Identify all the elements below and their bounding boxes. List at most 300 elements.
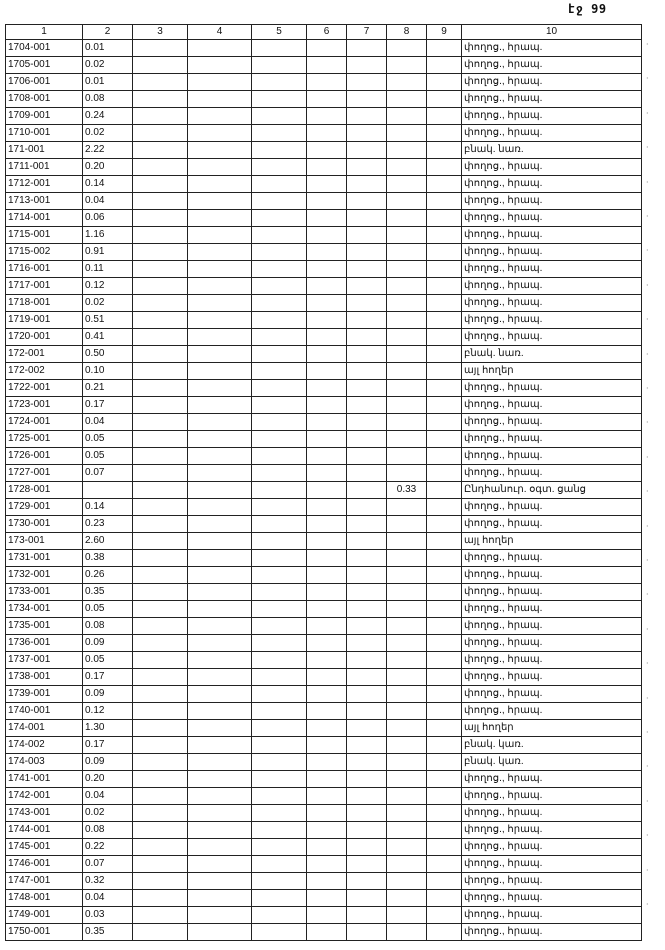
cell-empty bbox=[188, 465, 252, 482]
cell-empty bbox=[347, 108, 387, 125]
cell-col8 bbox=[387, 108, 427, 125]
scan-mark: · bbox=[646, 556, 649, 565]
cell-empty bbox=[133, 40, 188, 57]
cell-col8 bbox=[387, 363, 427, 380]
cell-empty bbox=[427, 720, 462, 737]
cell-col8 bbox=[387, 635, 427, 652]
cell-empty bbox=[307, 363, 347, 380]
cell-note: փողոց., հրապ. bbox=[462, 907, 642, 924]
cell-empty bbox=[427, 193, 462, 210]
cell-empty bbox=[188, 57, 252, 74]
cell-empty bbox=[307, 516, 347, 533]
cell-empty bbox=[188, 635, 252, 652]
cell-empty bbox=[427, 890, 462, 907]
cell-empty bbox=[427, 278, 462, 295]
cell-code: 171-001 bbox=[6, 142, 83, 159]
cell-area: 0.02 bbox=[83, 57, 133, 74]
cell-empty bbox=[252, 108, 307, 125]
table-row bbox=[6, 261, 642, 278]
cell-code: 1720-001 bbox=[6, 329, 83, 346]
cell-empty bbox=[188, 346, 252, 363]
cell-empty bbox=[252, 601, 307, 618]
cell-note: փողոց., հրապ. bbox=[462, 465, 642, 482]
scan-mark: · bbox=[646, 487, 649, 497]
column-header: 5 bbox=[252, 25, 307, 40]
cell-col8 bbox=[387, 210, 427, 227]
cell-empty bbox=[133, 193, 188, 210]
scan-mark: · bbox=[646, 74, 649, 84]
table-row bbox=[6, 448, 642, 465]
cell-area: 0.24 bbox=[83, 108, 133, 125]
cell-empty bbox=[252, 142, 307, 159]
table-row bbox=[6, 686, 642, 703]
table-row bbox=[6, 601, 642, 618]
cell-empty bbox=[133, 618, 188, 635]
cell-empty bbox=[188, 210, 252, 227]
cell-empty bbox=[133, 754, 188, 771]
cell-empty bbox=[133, 431, 188, 448]
cell-col8 bbox=[387, 720, 427, 737]
cell-empty bbox=[427, 329, 462, 346]
cell-col8 bbox=[387, 40, 427, 57]
cell-note: փողոց., հրապ. bbox=[462, 686, 642, 703]
cell-col8 bbox=[387, 57, 427, 74]
table-row bbox=[6, 584, 642, 601]
cell-col8 bbox=[387, 822, 427, 839]
cell-empty bbox=[252, 448, 307, 465]
cell-empty bbox=[188, 295, 252, 312]
cell-code: 1715-001 bbox=[6, 227, 83, 244]
table-row bbox=[6, 550, 642, 567]
cell-code: 1709-001 bbox=[6, 108, 83, 125]
cell-empty bbox=[252, 686, 307, 703]
cell-empty bbox=[252, 618, 307, 635]
cell-area: 0.35 bbox=[83, 584, 133, 601]
table-row bbox=[6, 57, 642, 74]
cell-note: փողոց., հրապ. bbox=[462, 601, 642, 618]
cell-empty bbox=[307, 635, 347, 652]
cell-empty bbox=[347, 652, 387, 669]
cell-col8 bbox=[387, 397, 427, 414]
cell-empty bbox=[133, 771, 188, 788]
cell-empty bbox=[252, 788, 307, 805]
cell-empty bbox=[307, 176, 347, 193]
cell-empty bbox=[427, 431, 462, 448]
cell-empty bbox=[307, 380, 347, 397]
cell-empty bbox=[347, 227, 387, 244]
table-row bbox=[6, 125, 642, 142]
cell-empty bbox=[133, 465, 188, 482]
cell-note: փողոց., հրապ. bbox=[462, 40, 642, 57]
cell-col8 bbox=[387, 703, 427, 720]
cell-empty bbox=[133, 703, 188, 720]
cell-note: փողոց., հրապ. bbox=[462, 839, 642, 856]
cell-empty bbox=[427, 516, 462, 533]
cell-empty bbox=[188, 91, 252, 108]
cell-area: 0.32 bbox=[83, 873, 133, 890]
cell-note: փողոց., հրապ. bbox=[462, 380, 642, 397]
cell-area: 0.11 bbox=[83, 261, 133, 278]
column-header: 2 bbox=[83, 25, 133, 40]
cell-empty bbox=[133, 329, 188, 346]
cell-empty bbox=[347, 278, 387, 295]
scan-mark: · bbox=[646, 900, 649, 909]
cell-empty bbox=[307, 839, 347, 856]
cell-empty bbox=[347, 635, 387, 652]
table-row bbox=[6, 822, 642, 839]
cell-area: 1.30 bbox=[83, 720, 133, 737]
cell-note: այլ հողեր bbox=[462, 363, 642, 380]
cell-empty bbox=[427, 210, 462, 227]
scan-mark: · bbox=[646, 762, 649, 772]
cell-empty bbox=[307, 346, 347, 363]
scan-mark: · bbox=[646, 349, 649, 359]
cell-empty bbox=[347, 261, 387, 278]
cell-empty bbox=[252, 465, 307, 482]
cell-empty bbox=[307, 737, 347, 754]
cell-empty bbox=[188, 414, 252, 431]
cell-area: 0.03 bbox=[83, 907, 133, 924]
cell-col8 bbox=[387, 278, 427, 295]
cell-empty bbox=[307, 618, 347, 635]
cell-note: փողոց., հրապ. bbox=[462, 312, 642, 329]
cell-note: փողոց., հրապ. bbox=[462, 805, 642, 822]
cell-note: փողոց., հրապ. bbox=[462, 108, 642, 125]
cell-area: 0.09 bbox=[83, 635, 133, 652]
cell-code: 1712-001 bbox=[6, 176, 83, 193]
table-row bbox=[6, 788, 642, 805]
cell-empty bbox=[307, 312, 347, 329]
table-row bbox=[6, 176, 642, 193]
cell-empty bbox=[252, 499, 307, 516]
cell-empty bbox=[133, 397, 188, 414]
cell-empty bbox=[307, 924, 347, 941]
cell-empty bbox=[347, 686, 387, 703]
cell-code: 1717-001 bbox=[6, 278, 83, 295]
cell-empty bbox=[188, 873, 252, 890]
cell-code: 1735-001 bbox=[6, 618, 83, 635]
cell-empty bbox=[427, 550, 462, 567]
cell-empty bbox=[188, 448, 252, 465]
cell-area: 0.01 bbox=[83, 40, 133, 57]
cell-empty bbox=[347, 754, 387, 771]
cell-note: փողոց., հրապ. bbox=[462, 618, 642, 635]
cell-empty bbox=[307, 295, 347, 312]
cell-empty bbox=[307, 686, 347, 703]
cell-empty bbox=[427, 907, 462, 924]
cell-area: 0.12 bbox=[83, 278, 133, 295]
table-row bbox=[6, 91, 642, 108]
cell-empty bbox=[307, 873, 347, 890]
cell-empty bbox=[188, 312, 252, 329]
cell-col8 bbox=[387, 788, 427, 805]
column-header: 4 bbox=[188, 25, 252, 40]
cell-empty bbox=[252, 720, 307, 737]
cell-note: փողոց., հրապ. bbox=[462, 856, 642, 873]
cell-empty bbox=[252, 431, 307, 448]
cell-empty bbox=[427, 601, 462, 618]
cell-area: 0.06 bbox=[83, 210, 133, 227]
cell-empty bbox=[188, 159, 252, 176]
column-header: 8 bbox=[387, 25, 427, 40]
cell-empty bbox=[252, 380, 307, 397]
scan-mark: · bbox=[646, 40, 649, 49]
cell-empty bbox=[188, 788, 252, 805]
cell-empty bbox=[133, 159, 188, 176]
cell-empty bbox=[133, 720, 188, 737]
cell-empty bbox=[252, 40, 307, 57]
table-body bbox=[6, 40, 642, 941]
cell-empty bbox=[307, 754, 347, 771]
table-row bbox=[6, 312, 642, 329]
column-header: 3 bbox=[133, 25, 188, 40]
cell-empty bbox=[347, 516, 387, 533]
cell-empty bbox=[188, 40, 252, 57]
cell-empty bbox=[347, 856, 387, 873]
cell-note: փողոց., հրապ. bbox=[462, 669, 642, 686]
cell-empty bbox=[347, 720, 387, 737]
cell-empty bbox=[188, 329, 252, 346]
cell-area: 0.09 bbox=[83, 754, 133, 771]
cell-area: 0.09 bbox=[83, 686, 133, 703]
cell-empty bbox=[188, 652, 252, 669]
cell-empty bbox=[427, 312, 462, 329]
cell-empty bbox=[188, 227, 252, 244]
cell-note: փողոց., հրապ. bbox=[462, 125, 642, 142]
cell-empty bbox=[188, 856, 252, 873]
cell-empty bbox=[347, 244, 387, 261]
cell-empty bbox=[133, 822, 188, 839]
cell-empty bbox=[188, 278, 252, 295]
cell-area: 0.38 bbox=[83, 550, 133, 567]
cell-empty bbox=[252, 873, 307, 890]
cell-empty bbox=[307, 669, 347, 686]
cell-empty bbox=[188, 193, 252, 210]
cell-code: 172-001 bbox=[6, 346, 83, 363]
cell-note: փողոց., հրապ. bbox=[462, 924, 642, 941]
cell-empty bbox=[188, 380, 252, 397]
cell-empty bbox=[427, 856, 462, 873]
cell-empty bbox=[252, 57, 307, 74]
cell-empty bbox=[133, 278, 188, 295]
cell-code: 1726-001 bbox=[6, 448, 83, 465]
cell-empty bbox=[133, 363, 188, 380]
cell-empty bbox=[427, 805, 462, 822]
cell-empty bbox=[252, 754, 307, 771]
cell-empty bbox=[252, 125, 307, 142]
cell-code: 1724-001 bbox=[6, 414, 83, 431]
cell-empty bbox=[427, 159, 462, 176]
cell-code: 172-002 bbox=[6, 363, 83, 380]
cell-code: 1710-001 bbox=[6, 125, 83, 142]
cell-empty bbox=[188, 533, 252, 550]
cell-empty bbox=[252, 363, 307, 380]
cell-col8 bbox=[387, 533, 427, 550]
cell-empty bbox=[188, 74, 252, 91]
cell-area: 0.12 bbox=[83, 703, 133, 720]
cell-empty bbox=[188, 482, 252, 499]
cell-empty bbox=[188, 890, 252, 907]
cell-empty bbox=[307, 329, 347, 346]
cell-note: փողոց., հրապ. bbox=[462, 550, 642, 567]
cell-code: 1744-001 bbox=[6, 822, 83, 839]
cell-code: 1727-001 bbox=[6, 465, 83, 482]
cell-note: փողոց., հրապ. bbox=[462, 873, 642, 890]
scan-mark: · bbox=[646, 728, 649, 737]
cell-empty bbox=[347, 363, 387, 380]
cell-empty bbox=[307, 261, 347, 278]
cell-empty bbox=[133, 176, 188, 193]
cell-note: փողոց., հրապ. bbox=[462, 567, 642, 584]
cell-empty bbox=[252, 193, 307, 210]
cell-empty bbox=[307, 907, 347, 924]
table-row bbox=[6, 516, 642, 533]
cell-empty bbox=[307, 278, 347, 295]
cell-code: 1746-001 bbox=[6, 856, 83, 873]
cell-empty bbox=[347, 380, 387, 397]
cell-empty bbox=[133, 57, 188, 74]
cell-col8 bbox=[387, 159, 427, 176]
cell-note: փողոց., հրապ. bbox=[462, 652, 642, 669]
table-row bbox=[6, 210, 642, 227]
cell-area: 0.02 bbox=[83, 805, 133, 822]
table-row bbox=[6, 482, 642, 499]
cell-empty bbox=[133, 482, 188, 499]
cell-code: 1748-001 bbox=[6, 890, 83, 907]
cell-note: բնակ. կառ. bbox=[462, 737, 642, 754]
cell-empty bbox=[307, 91, 347, 108]
cell-code: 1736-001 bbox=[6, 635, 83, 652]
cell-empty bbox=[427, 227, 462, 244]
cell-empty bbox=[133, 295, 188, 312]
cell-empty bbox=[307, 414, 347, 431]
cell-note: փողոց., հրապ. bbox=[462, 295, 642, 312]
cell-col8 bbox=[387, 924, 427, 941]
cell-col8 bbox=[387, 414, 427, 431]
cell-area: 0.23 bbox=[83, 516, 133, 533]
cell-note: փողոց., հրապ. bbox=[462, 210, 642, 227]
cell-col8 bbox=[387, 193, 427, 210]
table-row bbox=[6, 703, 642, 720]
cell-empty bbox=[427, 176, 462, 193]
cell-empty bbox=[307, 550, 347, 567]
cell-empty bbox=[133, 890, 188, 907]
cell-area: 0.05 bbox=[83, 652, 133, 669]
scan-mark: · bbox=[646, 693, 649, 703]
cell-empty bbox=[133, 533, 188, 550]
cell-empty bbox=[347, 533, 387, 550]
cell-empty bbox=[252, 516, 307, 533]
cell-code: 1740-001 bbox=[6, 703, 83, 720]
scan-mark: · bbox=[646, 831, 649, 841]
cell-empty bbox=[307, 890, 347, 907]
cell-empty bbox=[307, 703, 347, 720]
cell-empty bbox=[252, 414, 307, 431]
cell-empty bbox=[133, 499, 188, 516]
cell-col8 bbox=[387, 142, 427, 159]
cell-empty bbox=[133, 839, 188, 856]
table-row bbox=[6, 363, 642, 380]
cell-empty bbox=[133, 788, 188, 805]
cell-empty bbox=[307, 499, 347, 516]
cell-empty bbox=[347, 601, 387, 618]
cell-empty bbox=[427, 40, 462, 57]
scan-mark: · bbox=[646, 659, 649, 669]
cell-code: 173-001 bbox=[6, 533, 83, 550]
cell-area: 0.20 bbox=[83, 159, 133, 176]
cell-col8 bbox=[387, 856, 427, 873]
cell-area: 0.20 bbox=[83, 771, 133, 788]
cell-empty bbox=[307, 533, 347, 550]
scan-mark: · bbox=[646, 452, 649, 462]
cell-empty bbox=[133, 567, 188, 584]
cell-empty bbox=[427, 822, 462, 839]
cell-note: այլ հողեր bbox=[462, 720, 642, 737]
cell-empty bbox=[347, 737, 387, 754]
scan-mark: · bbox=[646, 108, 649, 118]
cell-empty bbox=[252, 737, 307, 754]
cell-empty bbox=[188, 499, 252, 516]
scan-mark: · bbox=[646, 280, 649, 290]
cell-note: փողոց., հրապ. bbox=[462, 584, 642, 601]
cell-empty bbox=[347, 873, 387, 890]
cell-col8 bbox=[387, 652, 427, 669]
cell-area: 0.05 bbox=[83, 448, 133, 465]
cell-empty bbox=[307, 788, 347, 805]
cell-empty bbox=[307, 57, 347, 74]
scan-mark: · bbox=[646, 624, 649, 634]
cell-empty bbox=[427, 57, 462, 74]
cell-empty bbox=[307, 601, 347, 618]
cell-empty bbox=[347, 91, 387, 108]
cell-code: 1728-001 bbox=[6, 482, 83, 499]
cell-empty bbox=[133, 227, 188, 244]
cell-empty bbox=[252, 856, 307, 873]
cell-empty bbox=[347, 346, 387, 363]
cell-code: 1729-001 bbox=[6, 499, 83, 516]
cell-note: Ընդհանուր. օգտ. ցանց bbox=[462, 482, 642, 499]
cell-empty bbox=[307, 431, 347, 448]
land-register-table bbox=[5, 24, 642, 941]
cell-empty bbox=[252, 822, 307, 839]
cell-code: 1706-001 bbox=[6, 74, 83, 91]
cell-empty bbox=[252, 669, 307, 686]
cell-empty bbox=[347, 805, 387, 822]
table-row bbox=[6, 414, 642, 431]
table-row bbox=[6, 533, 642, 550]
column-header: 1 bbox=[6, 25, 83, 40]
cell-empty bbox=[307, 108, 347, 125]
cell-col8 bbox=[387, 329, 427, 346]
cell-code: 1750-001 bbox=[6, 924, 83, 941]
cell-empty bbox=[188, 176, 252, 193]
cell-empty bbox=[347, 295, 387, 312]
cell-empty bbox=[252, 805, 307, 822]
cell-area: 0.50 bbox=[83, 346, 133, 363]
table-row bbox=[6, 890, 642, 907]
cell-empty bbox=[133, 210, 188, 227]
cell-area: 0.08 bbox=[83, 822, 133, 839]
table-row bbox=[6, 720, 642, 737]
cell-area: 0.14 bbox=[83, 499, 133, 516]
cell-note: բնակ. կառ. bbox=[462, 754, 642, 771]
cell-empty bbox=[427, 771, 462, 788]
table-row bbox=[6, 74, 642, 91]
cell-area: 0.08 bbox=[83, 91, 133, 108]
cell-empty bbox=[307, 159, 347, 176]
cell-area: 0.04 bbox=[83, 788, 133, 805]
cell-empty bbox=[427, 703, 462, 720]
